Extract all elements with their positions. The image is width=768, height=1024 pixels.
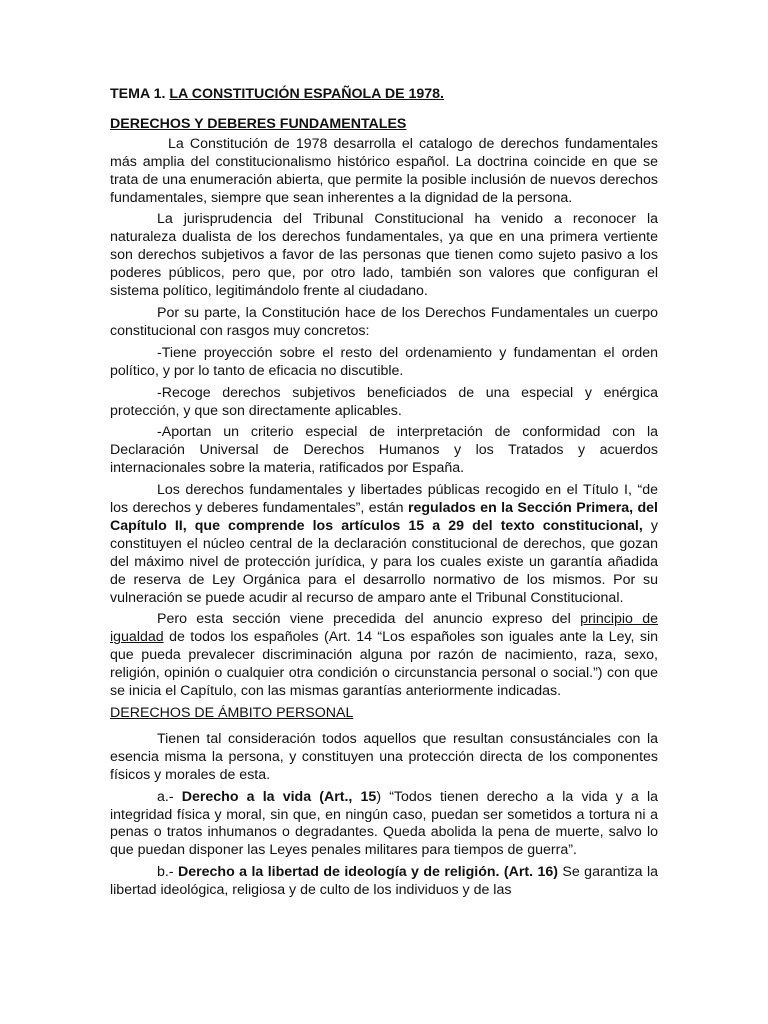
paragraph-11	[110, 864, 658, 900]
p10-text-a: a.-	[157, 788, 182, 805]
p11-text-a: b.-	[157, 864, 178, 881]
p8-text-b: de todos los españoles (Art. 14 “Los españoles son iguales ante la Ley, sin que pueda prevalecer discriminación alguna por razón de nacimiento, raza, sexo, religión, opinión o cualquier otra condición o circunstancia personal o social.”) con que se inicia el Capítulo, con las mismas garantías anteriormente indicadas.	[110, 629, 658, 700]
section-heading-ambito-personal: DERECHOS DE ÁMBITO PERSONAL	[110, 705, 354, 721]
paragraph-3: Por su parte, la Constitución hace de los Derechos Fundamentales un cuerpo constitucional con rasgos muy concretos:	[110, 304, 658, 339]
paragraph-2: La jurisprudencia del Tribunal Constitucional ha venido a reconocer la naturaleza dualista de los derechos fundamentales, ya que en una primera vertiente son derechos subjetivos a favor de las personas que tienen como sujeto pasivo a los poderes públicos, pero que, por otro lado, también son valores que configuran el sistema político, legitimándolo frente al ciudadano.	[110, 211, 658, 300]
page-title	[110, 86, 658, 104]
paragraph-5: -Recoge derechos subjetivos beneficiados de una especial y enérgica protección, y que son directamente aplicables.	[110, 384, 658, 419]
p10-text-b: ) “Todos tienen derecho a la vida y a la integridad física y moral, sin que, en ningún caso, puedan ser sometidos a tortura ni a penas o tratos inhumanos o degradantes. Queda abolida la pena de muerte, salvo lo que puedan disponer las Leyes penales militares para tiempos de guerra”.	[110, 788, 658, 859]
paragraph-9: Tienen tal consideración todos aquellos que resultan consustánciales con la esencia misma la persona, y constituyen una protección directa de los componentes físicos y morales de esta.	[110, 730, 658, 783]
paragraph-4: -Tiene proyección sobre el resto del ordenamiento y fundamentan el orden político, y por lo tanto de eficacia no discutible.	[110, 344, 658, 379]
p11-bold-text: Derecho a la libertad de ideología y de religión. (Art. 16)	[177, 864, 558, 881]
p8-underlined-text: principio de igualdad	[110, 611, 659, 646]
paragraph-10	[110, 789, 658, 861]
paragraph-6: -Aportan un criterio especial de interpretación de conformidad con la Declaración Universal de Derechos Humanos y los Tratados y acuerdos internacionales sobre la materia, ratificados por España.	[110, 424, 658, 477]
paragraph-7	[110, 482, 658, 607]
p8-text-a: Pero esta sección viene precedida del anuncio expreso del	[157, 611, 581, 628]
p7-text-a: Los derechos fundamentales y libertades públicas recogido en el Título I, “de los derechos y deberes fundamentales”, están	[110, 482, 658, 517]
paragraph-1: La Constitución de 1978 desarrolla el catalogo de derechos fundamentales más amplia del constitucionalismo histórico español. La doctrina coincide en que se trata de una enumeración abierta, que permite la posible inclusión de nuevos derechos fundamentales, siempre que sean inherentes a la dignidad de la persona.	[110, 135, 658, 206]
title-prefix: TEMA 1.	[110, 86, 170, 102]
section-heading-derechos-deberes: DERECHOS Y DEBERES FUNDAMENTALES	[110, 115, 407, 132]
paragraph-8	[110, 611, 658, 701]
title-underlined: LA CONSTITUCIÓN ESPAÑOLA DE 1978.	[169, 86, 444, 102]
p7-text-b: y constituyen el núcleo central de la declaración constitucional de derechos, que gozan del máximo nivel de protección jurídica, y para los cuales existe un garantía añadida de reserva de Ley Orgánica para el desarrollo normativo de los mismos. Por su vulneración se puede acudir al recurso de amparo ante el Tribunal Constitucional.	[110, 517, 658, 606]
document-page	[110, 86, 658, 904]
p10-bold-text: Derecho a la vida (Art., 15	[181, 788, 377, 805]
p7-bold-text: regulados en la Sección Primera, del Capítulo II, que comprende los artículos 15 a 29 del texto constitucional,	[110, 500, 658, 534]
p11-text-b: Se garantiza la libertad ideológica, religiosa y de culto de los individuos y de las	[110, 864, 659, 899]
